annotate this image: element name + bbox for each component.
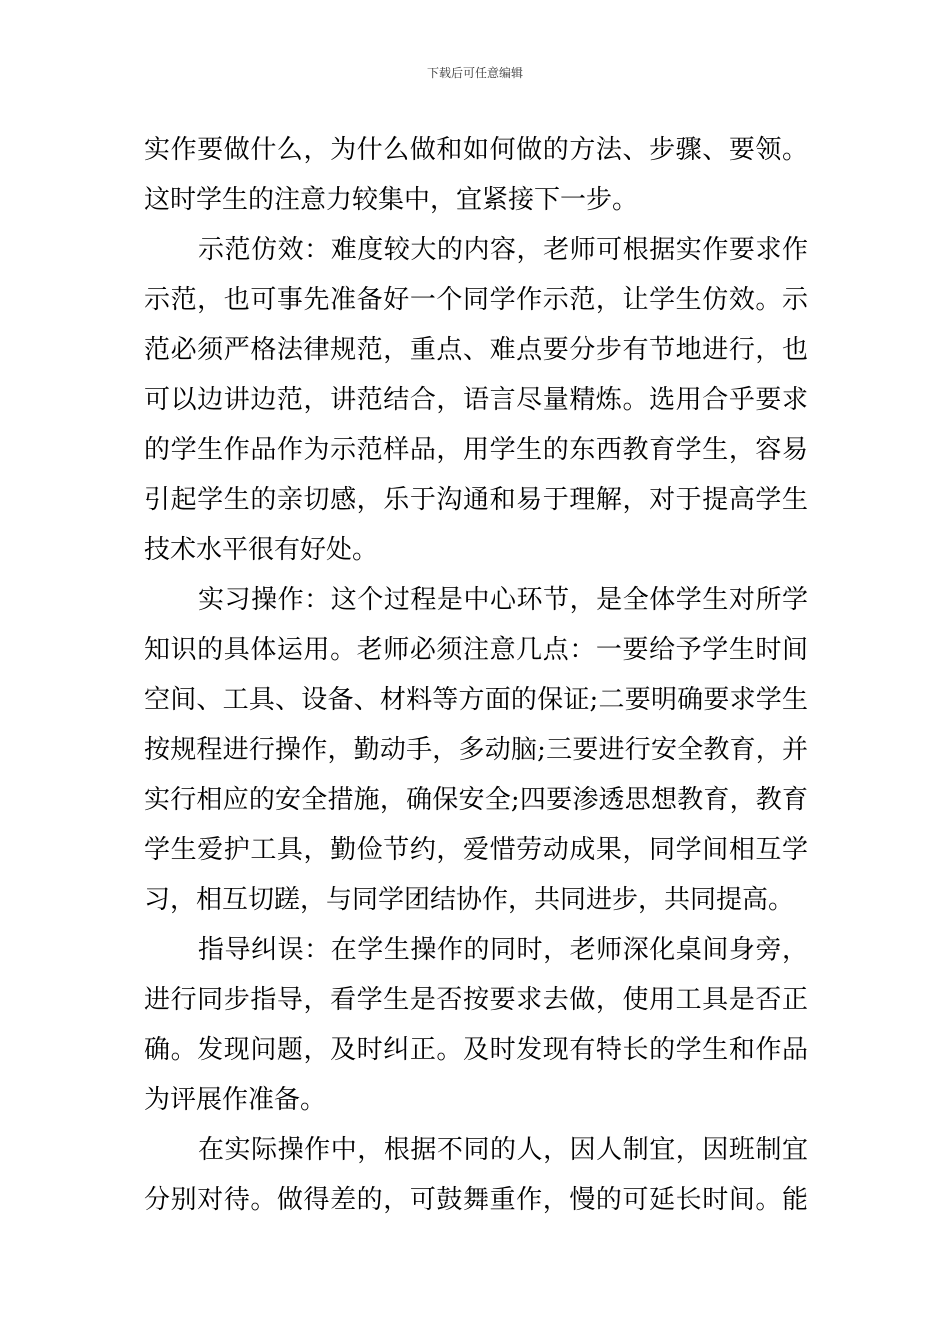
text-line: 实行相应的安全措施，确保安全;四要渗透思想教育，教育 — [144, 785, 808, 815]
text-line: 技术水平很有好处。 — [144, 535, 379, 565]
text-line: 这时学生的注意力较集中，宜紧接下一步。 — [144, 185, 639, 215]
text-line: 学生爱护工具，勤俭节约，爱惜劳动成果，同学间相互学 — [144, 835, 808, 865]
text-line: 可以边讲边范，讲范结合，语言尽量精炼。选用合乎要求 — [144, 385, 808, 415]
text-line: 实作要做什么，为什么做和如何做的方法、步骤、要领。 — [144, 135, 808, 165]
body-text — [144, 125, 808, 1225]
text-line: 在实际操作中，根据不同的人，因人制宜，因班制宜 — [198, 1135, 808, 1165]
text-line: 示范仿效：难度较大的内容，老师可根据实作要求作 — [198, 235, 808, 265]
text-line: 实习操作：这个过程是中心环节，是全体学生对所学 — [198, 585, 808, 615]
text-line: 示范，也可事先准备好一个同学作示范，让学生仿效。示 — [144, 285, 808, 315]
text-line: 知识的具体运用。老师必须注意几点：一要给予学生时间 — [144, 635, 808, 665]
text-line: 空间、工具、设备、材料等方面的保证;二要明确要求学生 — [144, 685, 808, 715]
text-line: 引起学生的亲切感，乐于沟通和易于理解，对于提高学生 — [144, 485, 808, 515]
page-header: 下载后可任意编辑 — [426, 66, 523, 80]
text-line: 确。发现问题，及时纠正。及时发现有特长的学生和作品 — [144, 1035, 808, 1065]
text-line: 分别对待。做得差的，可鼓舞重作，慢的可延长时间。能 — [144, 1185, 808, 1215]
text-line: 按规程进行操作，勤动手，多动脑;三要进行安全教育，并 — [144, 735, 808, 765]
text-line: 指导纠误：在学生操作的同时，老师深化桌间身旁， — [198, 935, 808, 965]
text-line: 进行同步指导，看学生是否按要求去做，使用工具是否正 — [144, 985, 808, 1015]
text-line: 的学生作品作为示范样品，用学生的东西教育学生，容易 — [144, 435, 808, 465]
text-line: 习，相互切蹉，与同学团结协作，共同进步，共同提高。 — [144, 885, 795, 915]
text-line: 范必须严格法律规范，重点、难点要分步有节地进行，也 — [144, 335, 808, 365]
text-line: 为评展作准备。 — [144, 1085, 327, 1115]
